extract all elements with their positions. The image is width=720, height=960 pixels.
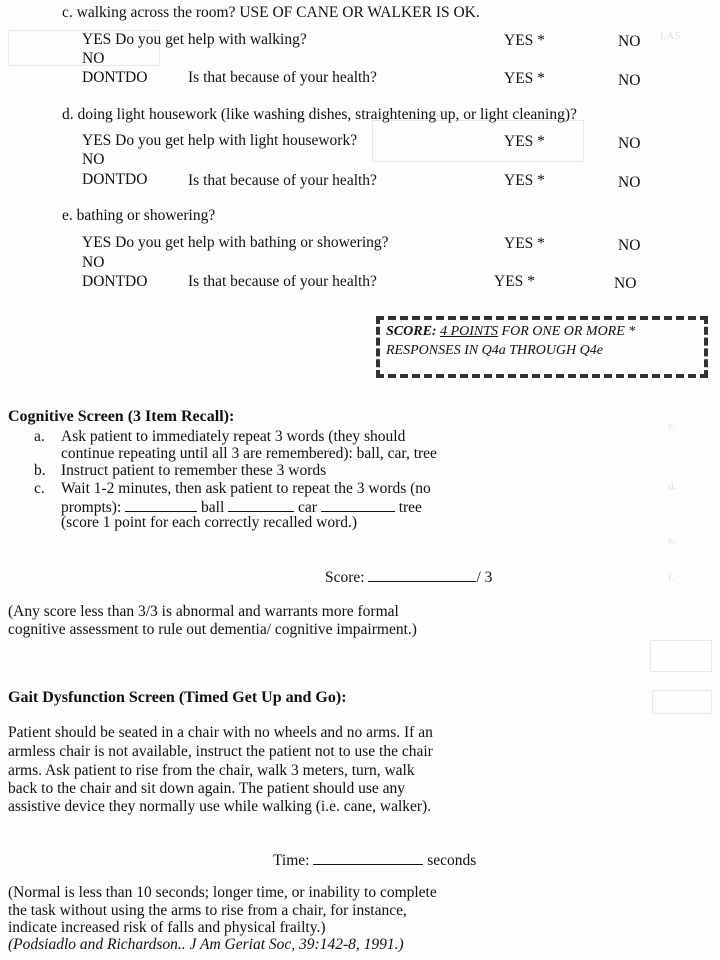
gait-instructions-line5: assistive device they normally use while walking (i.e. cane, walker). <box>8 798 432 815</box>
health-no-d: NO <box>618 174 641 191</box>
gait-time-field[interactable] <box>313 850 423 865</box>
cognitive-note-line1: (Any score less than 3/3 is abnormal and warrants more formal <box>8 603 399 620</box>
cognitive-b-line1: Instruct patient to remember these 3 words <box>61 462 327 479</box>
cognitive-a-letter: a. <box>34 428 45 445</box>
cognitive-score-line <box>325 567 492 587</box>
no-option-e: NO <box>82 254 105 271</box>
health-no-e: NO <box>614 275 637 292</box>
score-box-points: 4 POINTS <box>440 324 499 339</box>
help-no-e: NO <box>618 237 641 254</box>
health-question-d: Is that because of your health? <box>188 172 377 189</box>
recall-ball-field[interactable] <box>125 497 197 512</box>
gait-note-line2: the task without using the arms to rise from a chair, for instance, <box>8 902 407 919</box>
score-box <box>376 316 708 378</box>
help-no-c: NO <box>618 33 641 50</box>
cognitive-score-field[interactable] <box>368 567 476 582</box>
dontdo-option-c: DONTDO <box>82 69 148 86</box>
gait-time-label: Time: <box>273 852 310 869</box>
cognitive-score-label: Score: <box>325 569 365 586</box>
cognitive-note-line2: cognitive assessment to rule out dementia/ cognitive impairment.) <box>8 621 417 638</box>
health-yes-d: YES * <box>504 172 545 189</box>
cognitive-b-letter: b. <box>34 462 46 479</box>
recall-car-field[interactable] <box>228 497 294 512</box>
gait-note-line3: indicate increased risk of falls and physical frailty.) <box>8 919 326 936</box>
help-yes-d: YES * <box>504 133 545 150</box>
help-question-c: YES Do you get help with walking? <box>82 31 307 48</box>
question-e: e. bathing or showering? <box>62 207 216 224</box>
gait-instructions-line3: arms. Ask patient to rise from the chair, walk 3 meters, turn, walk <box>8 762 415 779</box>
cognitive-c-line3: (score 1 point for each correctly recalled word.) <box>61 514 358 531</box>
help-yes-e: YES * <box>504 235 545 252</box>
question-c: c. walking across the room? USE OF CANE OR WALKER IS OK. <box>62 4 480 21</box>
question-d: d. doing light housework (like washing dishes, straightening up, or light cleaning)? <box>62 106 577 123</box>
no-option-d: NO <box>82 151 105 168</box>
gait-instructions-line2: armless chair is not available, instruct the patient not to use the chair <box>8 743 433 760</box>
gait-instructions-line4: back to the chair and sit down again. The patient should use any <box>8 780 406 797</box>
score-box-line1: FOR ONE OR MORE * <box>498 324 636 339</box>
score-box-line2: RESPONSES IN Q4a THROUGH Q4e <box>386 343 603 358</box>
no-option-c: NO <box>82 50 105 67</box>
cognitive-c-line1: Wait 1-2 minutes, then ask patient to repeat the 3 words (no <box>61 480 431 497</box>
cognitive-score-suffix: / 3 <box>476 569 493 586</box>
gait-heading: Gait Dysfunction Screen (Timed Get Up and Go): <box>8 689 347 706</box>
cognitive-a-line2: continue repeating until all 3 are remembered): ball, car, tree <box>61 445 437 462</box>
gait-instructions-line1: Patient should be seated in a chair with no wheels and no arms. If an <box>8 724 433 741</box>
cognitive-heading: Cognitive Screen (3 Item Recall): <box>8 408 235 425</box>
health-no-c: NO <box>618 72 641 89</box>
health-question-c: Is that because of your health? <box>188 69 377 86</box>
gait-time-line <box>273 850 476 870</box>
recall-ball-word: ball <box>201 499 225 516</box>
health-question-e: Is that because of your health? <box>188 273 377 290</box>
cognitive-c-letter: c. <box>34 480 45 497</box>
cognitive-a-line1: Ask patient to immediately repeat 3 words (they should <box>61 428 406 445</box>
health-yes-c: YES * <box>504 70 545 87</box>
gait-time-suffix: seconds <box>427 852 477 869</box>
help-question-e: YES Do you get help with bathing or showering? <box>82 234 389 251</box>
score-box-prefix: SCORE: <box>386 324 441 339</box>
recall-tree-field[interactable] <box>321 497 395 512</box>
help-yes-c: YES * <box>504 32 545 49</box>
help-question-d: YES Do you get help with light housework? <box>82 132 358 149</box>
recall-tree-word: tree <box>398 499 422 516</box>
gait-note-line1: (Normal is less than 10 seconds; longer time, or inability to complete <box>8 884 437 901</box>
dontdo-option-d: DONTDO <box>82 171 148 188</box>
dontdo-option-e: DONTDO <box>82 273 148 290</box>
recall-prompts-label: prompts): <box>61 499 122 516</box>
health-yes-e: YES * <box>494 273 535 290</box>
recall-car-word: car <box>298 499 317 516</box>
help-no-d: NO <box>618 135 641 152</box>
gait-citation: (Podsiadlo and Richardson.. J Am Geriat Soc, 39:142-8, 1991.) <box>8 936 404 953</box>
